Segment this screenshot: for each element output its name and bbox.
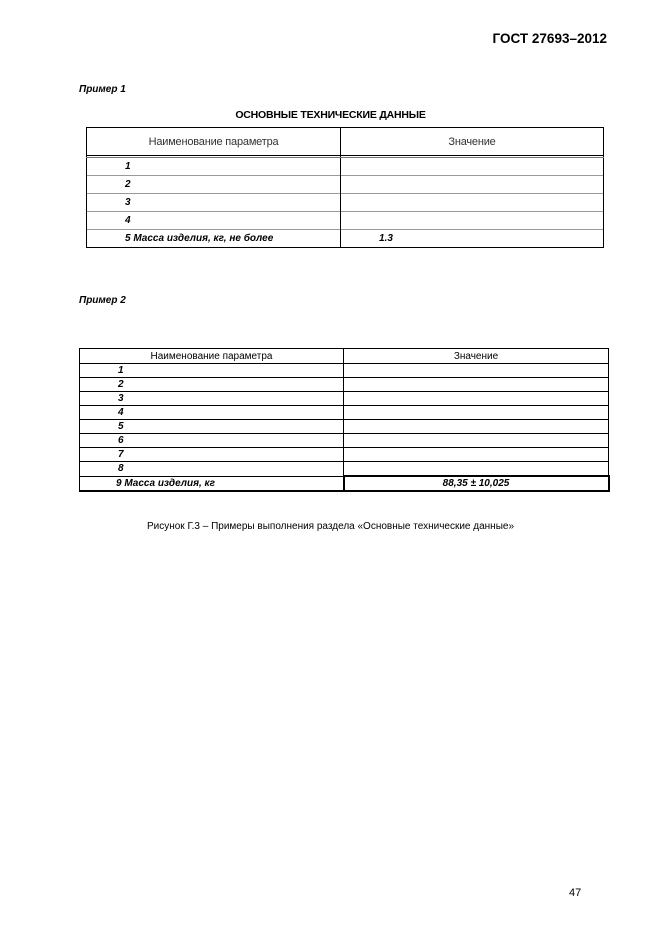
example-1-title: ОСНОВНЫЕ ТЕХНИЧЕСКИЕ ДАННЫЕ	[235, 109, 426, 121]
table-row	[87, 176, 604, 194]
table-row	[80, 378, 609, 392]
parameter-cell: 7	[80, 448, 344, 462]
table-row	[80, 420, 609, 434]
parameter-cell: 1	[87, 158, 341, 176]
value-cell	[344, 420, 609, 434]
table-row	[80, 392, 609, 406]
parameter-cell: 2	[87, 176, 341, 194]
value-cell	[341, 158, 604, 176]
value-cell	[341, 194, 604, 212]
column-header-value: Значение	[341, 128, 604, 156]
value-cell	[341, 212, 604, 230]
value-cell	[344, 448, 609, 462]
example-1-table	[86, 127, 604, 248]
table-row	[87, 230, 604, 248]
parameter-cell: 6	[80, 434, 344, 448]
value-cell: 1.3	[341, 230, 604, 248]
table-row	[80, 462, 609, 477]
table-row	[80, 448, 609, 462]
value-cell	[344, 378, 609, 392]
column-header-parameter: Наименование параметра	[80, 349, 344, 364]
parameter-cell: 5 Масса изделия, кг, не более	[87, 230, 341, 248]
table-header-row	[87, 128, 604, 156]
table-header-row	[80, 349, 609, 364]
column-header-value: Значение	[344, 349, 609, 364]
value-cell	[344, 392, 609, 406]
parameter-cell: 5	[80, 420, 344, 434]
parameter-cell: 9 Масса изделия, кг	[80, 476, 344, 491]
example-2-table	[79, 348, 610, 492]
example-2-label: Пример 2	[79, 295, 126, 306]
parameter-cell: 3	[80, 392, 344, 406]
parameter-cell: 8	[80, 462, 344, 477]
table-row	[87, 194, 604, 212]
parameter-cell: 1	[80, 364, 344, 378]
table-row	[80, 364, 609, 378]
value-cell	[341, 176, 604, 194]
value-cell: 88,35 ± 10,025	[344, 476, 609, 491]
value-cell	[344, 434, 609, 448]
table-row	[87, 158, 604, 176]
page-number: 47	[569, 887, 582, 899]
column-header-parameter: Наименование параметра	[87, 128, 341, 156]
parameter-cell: 3	[87, 194, 341, 212]
document-code: ГОСТ 27693–2012	[492, 31, 607, 46]
parameter-cell: 4	[87, 212, 341, 230]
value-cell	[344, 364, 609, 378]
value-cell	[344, 406, 609, 420]
table-row	[80, 476, 609, 491]
parameter-cell: 2	[80, 378, 344, 392]
table-row	[80, 434, 609, 448]
table-row	[80, 406, 609, 420]
example-1-label: Пример 1	[79, 84, 126, 95]
figure-caption: Рисунок Г.3 – Примеры выполнения раздела «Основные технические данные»	[146, 521, 515, 532]
value-cell	[344, 462, 609, 477]
parameter-cell: 4	[80, 406, 344, 420]
table-row	[87, 212, 604, 230]
